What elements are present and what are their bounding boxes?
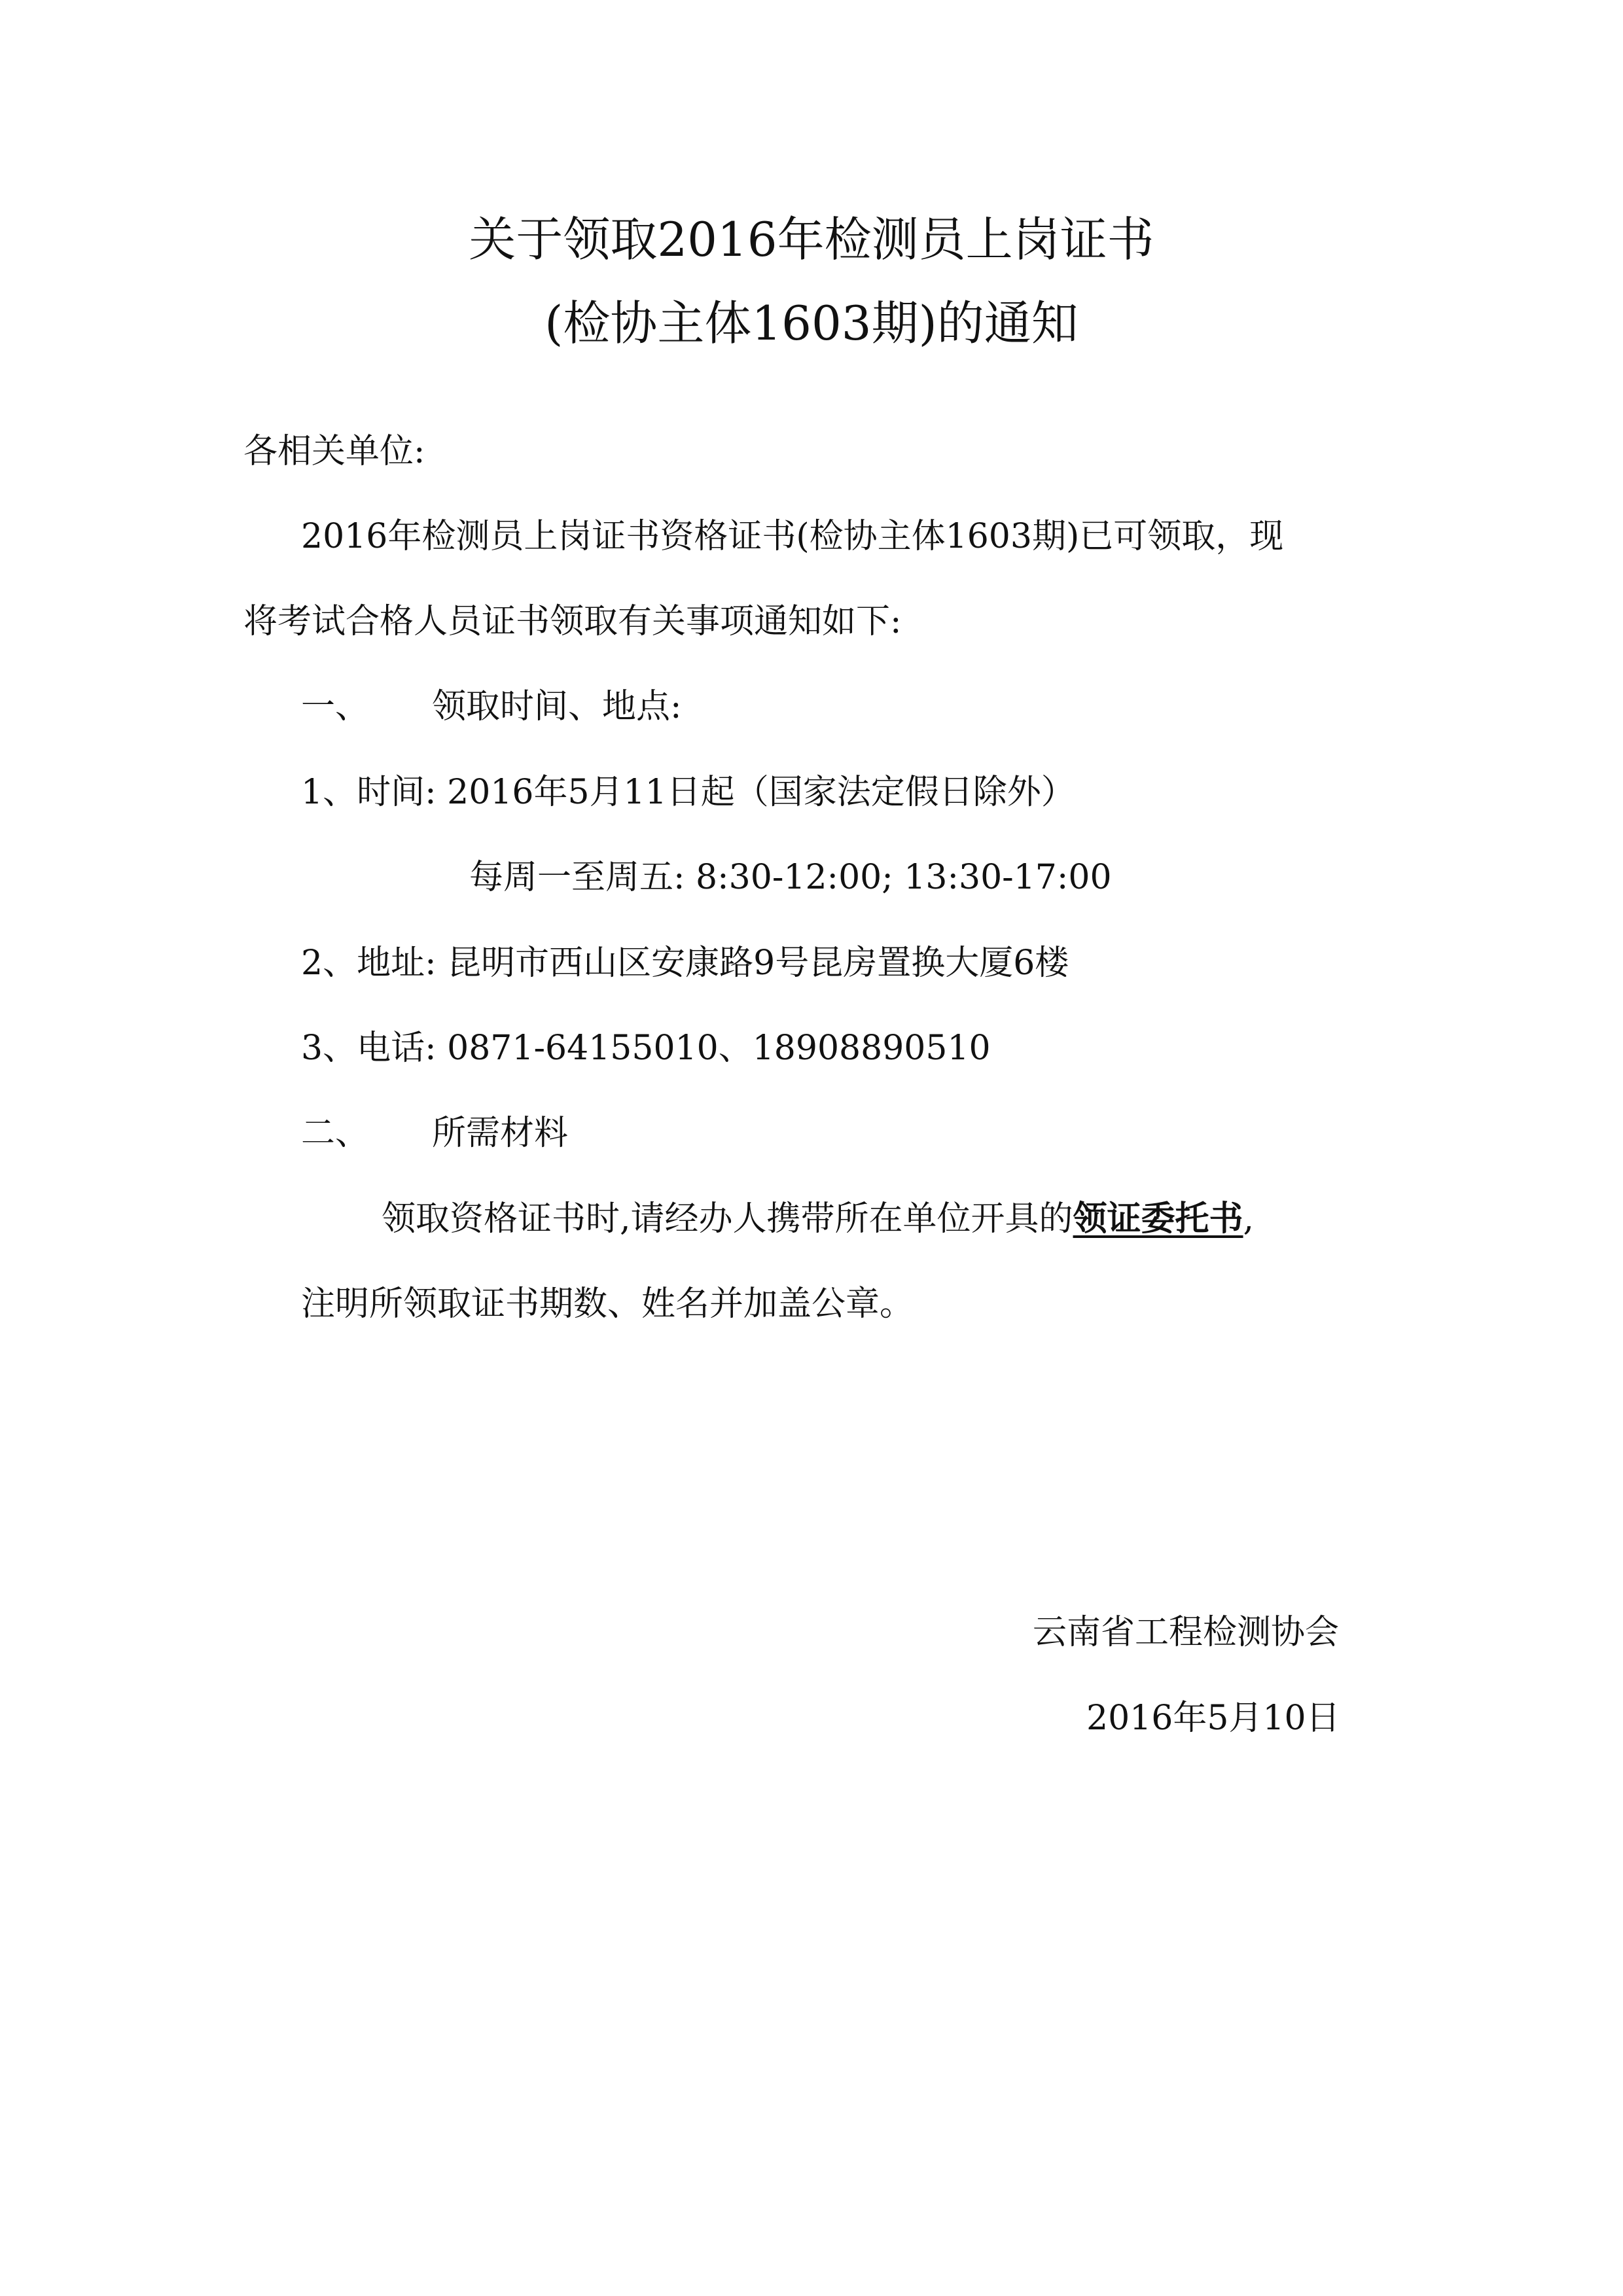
section-2-heading-text: 所需材料 [432,1114,569,1153]
section-1-heading [301,687,682,726]
salutation: 各相关单位: [243,432,425,471]
intro-line-2: 将考试合格人员证书领取有关事项通知如下: [243,602,902,641]
pickup-address-line: 2、地址: 昆明市西山区安康路9号昆房置换大厦6楼 [301,944,1069,983]
notice-title-line-1: 关于领取2016年检测员上岗证书 [469,212,1154,267]
materials-paragraph-line-2: 注明所领取证书期数、姓名并加盖公章。 [301,1284,914,1324]
section-1-number: 一、 [301,687,370,726]
issue-date: 2016年5月10日 [1086,1699,1340,1738]
issuing-organization: 云南省工程检测协会 [1033,1613,1340,1652]
contact-phone-line: 3、电话: 0871-64155010、18908890510 [301,1029,991,1068]
section-1-heading-text: 领取时间、地点: [432,687,682,726]
office-hours-line: 每周一至周五: 8:30-12:00; 13:30-17:00 [469,858,1112,897]
section-2-heading [301,1114,569,1153]
intro-line-1: 2016年检测员上岗证书资格证书(检协主体1603期)已可领取，现 [301,517,1284,556]
authorization-letter-emphasis: 领证委托书 [1073,1199,1243,1239]
section-2-number: 二、 [301,1114,370,1153]
materials-text-after: , [1243,1199,1255,1239]
materials-paragraph-line-1 [382,1199,1255,1239]
notice-title-line-2: (检协主体1603期)的通知 [544,296,1079,351]
materials-text-before: 领取资格证书时,请经办人携带所在单位开具的 [382,1199,1073,1239]
pickup-time-line: 1、时间: 2016年5月11日起（国家法定假日除外） [301,773,1075,812]
